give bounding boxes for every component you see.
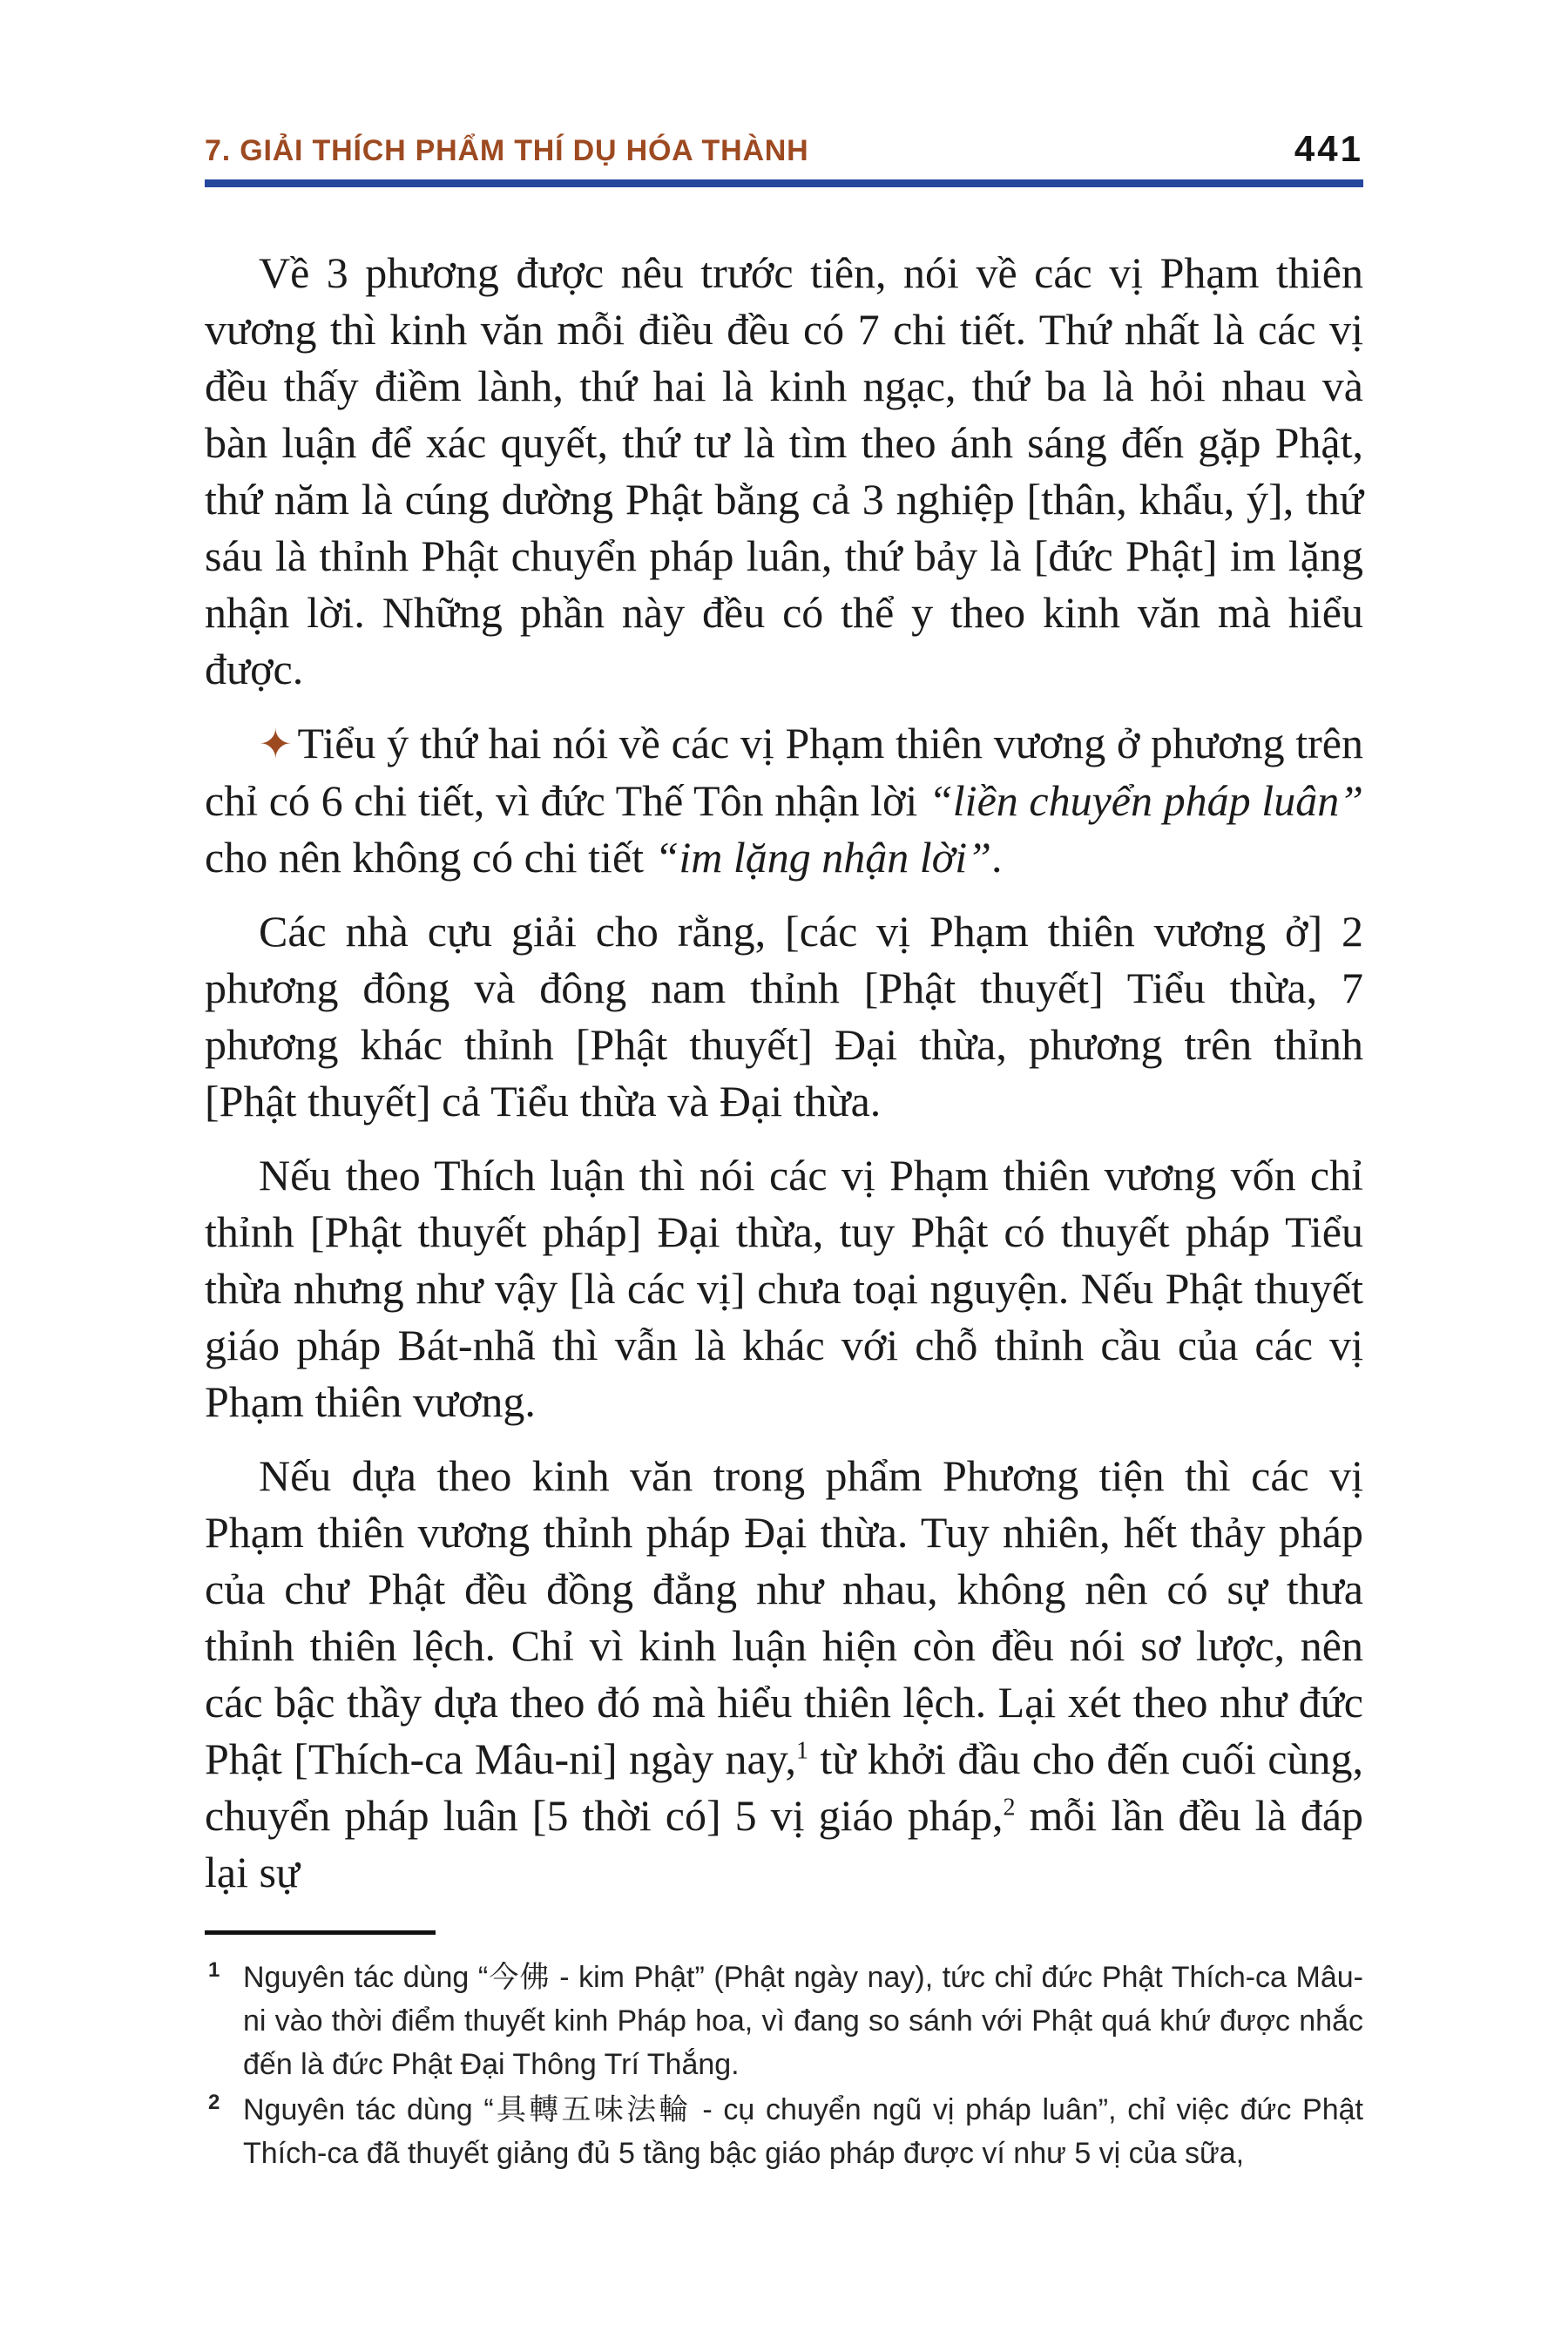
header-rule xyxy=(205,179,1363,187)
running-head-row xyxy=(205,128,1363,169)
text-run: Về 3 phương được nêu trước tiên, nói về các vị Phạm thiên vương thì kinh văn mỗi điều đều có 7 chi tiết. Thứ nhất là các vị đều thấy điềm lành, thứ hai là kinh ngạc, thứ ba là hỏi nhau và bàn luận để xác quyết, thứ tư là tìm theo ánh sáng đến gặp Phật, thứ năm là cúng dường Phật bằng cả 3 nghiệp [thân, khẩu, ý], thứ sáu là thỉnh Phật chuyển pháp luân, thứ bảy là [đức Phật] im lặng nhận lời. Những phần này đều có thể y theo kinh văn mà hiểu được. xyxy=(205,248,1363,693)
text-run: Tiểu ý thứ hai nói về các vị Phạm thiên vương ở phương trên chỉ có 6 chi tiết, vì đức Thế Tôn nhận lời xyxy=(205,719,1363,825)
text-run: từ khởi đầu cho đến cuối cùng, chuyển pháp luân [5 thời có] 5 vị giáo pháp, xyxy=(205,1734,1363,1840)
italic-quote: “liền chuyển pháp luân” xyxy=(928,776,1364,825)
page-number: 441 xyxy=(1294,128,1363,169)
footnote-text: Nguyên tác dùng “具轉五味法輪 - cụ chuyển ngũ vị pháp luân”, chỉ việc đức Phật Thích-ca đã thuyết giảng đủ 5 tầng bậc giáo pháp được ví như 5 vị của sữa, xyxy=(243,2093,1363,2170)
footnote-separator-rule xyxy=(205,1930,436,1935)
paragraph xyxy=(205,1448,1363,1901)
text-run: . xyxy=(991,833,1003,882)
body-text xyxy=(205,245,1363,1901)
text-run: mỗi lần đều là đáp lại sự xyxy=(205,1791,1364,1896)
footnote-marker: 2 xyxy=(208,2091,220,2114)
footnote-reference: 2 xyxy=(1003,1794,1016,1821)
footnote-list xyxy=(205,1956,1363,2175)
chapter-title: 7. GIẢI THÍCH PHẨM THÍ DỤ HÓA THÀNH xyxy=(205,133,809,167)
running-head xyxy=(205,128,1363,187)
text-run: Các nhà cựu giải cho rằng, [các vị Phạm thiên vương ở] 2 phương đông và đông nam thỉnh [Phật thuyết] Tiểu thừa, 7 phương khác thỉnh [Phật thuyết] Đại thừa, phương trên thỉnh [Phật thuyết] cả Tiểu thừa và Đại thừa. xyxy=(205,907,1363,1125)
footnote-section xyxy=(205,1930,1363,2175)
star-bullet-icon: ✦ xyxy=(259,722,293,767)
footnote-marker: 1 xyxy=(208,1958,220,1982)
footnote-item xyxy=(205,1956,1363,2086)
paragraph xyxy=(205,715,1363,886)
text-run: cho nên không có chi tiết xyxy=(205,833,655,882)
footnote-text: Nguyên tác dùng “今佛 - kim Phật” (Phật ngày nay), tức chỉ đức Phật Thích-ca Mâu-ni vào thời điểm thuyết kinh Pháp hoa, vì đang so sánh với Phật quá khứ được nhắc đến là đức Phật Đại Thông Trí Thắng. xyxy=(243,1961,1363,2081)
text-run: Nếu theo Thích luận thì nói các vị Phạm thiên vương vốn chỉ thỉnh [Phật thuyết pháp] Đại thừa, tuy Phật có thuyết pháp Tiểu thừa nhưng như vậy [là các vị] chưa toại nguyện. Nếu Phật thuyết giáo pháp Bát-nhã thì vẫn là khác với chỗ thỉnh cầu của các vị Phạm thiên vương. xyxy=(205,1151,1363,1426)
paragraph xyxy=(205,1147,1363,1430)
italic-quote: “im lặng nhận lời” xyxy=(654,833,992,882)
paragraph xyxy=(205,903,1363,1130)
text-run: Nếu dựa theo kinh văn trong phẩm Phương tiện thì các vị Phạm thiên vương thỉnh pháp Đại thừa. Tuy nhiên, hết thảy pháp của chư Phật đều đồng đẳng như nhau, không nên có sự thưa thỉnh thiên lệch. Chỉ vì kinh luận hiện còn đều nói sơ lược, nên các bậc thầy dựa theo đó mà hiểu thiên lệch. Lại xét theo như đức Phật [Thích-ca Mâu-ni] ngày nay, xyxy=(205,1451,1363,1783)
paragraph xyxy=(205,245,1363,698)
footnote-item xyxy=(205,2088,1363,2175)
footnote-reference: 1 xyxy=(796,1737,809,1765)
